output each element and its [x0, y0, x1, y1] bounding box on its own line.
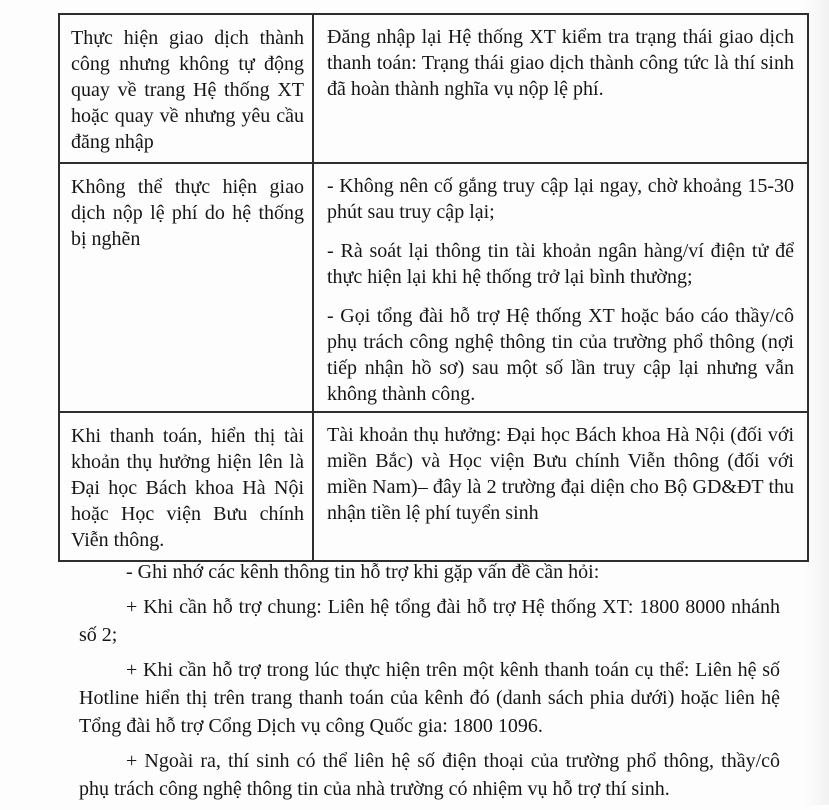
issue-text: Thực hiện giao dịch thành công nhưng không tự động quay về trang Hệ thống XT hoặc quay về nhưng yêu cầu đăng nhập [71, 27, 304, 153]
note-paragraph: + Khi cần hỗ trợ chung: Liên hệ tổng đài hỗ trợ Hệ thống XT: 1800 8000 nhánh số 2; [79, 596, 780, 646]
issue-text: Khi thanh toán, hiển thị tài khoản thụ hưởng hiện lên là Đại học Bách khoa Hà Nội hoặc Học viện Bưu chính Viễn thông. [71, 425, 304, 551]
table-row [59, 163, 808, 412]
note-paragraph: - Ghi nhớ các kênh thông tin hỗ trợ khi gặp vấn đề cần hỏi: [126, 561, 600, 583]
table-row [59, 14, 808, 163]
issue-cell [59, 163, 313, 412]
solution-text: Tài khoản thụ hưởng: Đại học Bách khoa Hà Nội (đối với miền Bắc) và Học viện Bưu chính Viễn thông (đối với miền Nam)– đây là 2 trường đại diện cho Bộ GD&ĐT thu nhận tiền lệ phí tuyển sinh [327, 424, 794, 524]
table-row [59, 412, 808, 561]
solution-cell [313, 412, 808, 561]
issue-cell [59, 412, 313, 561]
note-paragraph: + Khi cần hỗ trợ trong lúc thực hiện trên một kênh thanh toán cụ thể: Liên hệ số Hotline hiển thị trên trang thanh toán của kênh đó (danh sách phia dưới) hoặc liên hệ Tổng đài hỗ trợ Cổng Dịch vụ công Quốc gia: 1800 1096. [79, 659, 780, 737]
issue-cell [59, 14, 313, 163]
issue-text: Không thể thực hiện giao dịch nộp lệ phí do hệ thống bị nghẽn [71, 176, 304, 250]
issue-solution-table [58, 13, 809, 562]
notes-section [79, 558, 780, 810]
solution-text: - Không nên cố gắng truy cập lại ngay, chờ khoảng 15-30 phút sau truy cập lại; [327, 175, 794, 223]
solution-text: - Rà soát lại thông tin tài khoản ngân hàng/ví điện tử để thực hiện lại khi hệ thống trở lại bình thường; [327, 240, 794, 288]
note-paragraph: + Ngoài ra, thí sinh có thể liên hệ số điện thoại của trường phổ thông, thầy/cô phụ trách công nghệ thông tin của nhà trường có nhiệm vụ hỗ trợ thí sinh. [79, 750, 780, 800]
solution-text: - Gọi tổng đài hỗ trợ Hệ thống XT hoặc báo cáo thầy/cô phụ trách công nghệ thông tin của trường phổ thông (nợi tiếp nhận hồ sơ) sau một số lần truy cập lại nhưng vẫn không thành công. [327, 305, 794, 405]
solution-text: Đăng nhập lại Hệ thống XT kiểm tra trạng thái giao dịch thanh toán: Trạng thái giao dịch thành công tức là thí sinh đã hoàn thành nghĩa vụ nộp lệ phí. [327, 26, 794, 100]
solution-cell [313, 14, 808, 163]
solution-cell [313, 163, 808, 412]
